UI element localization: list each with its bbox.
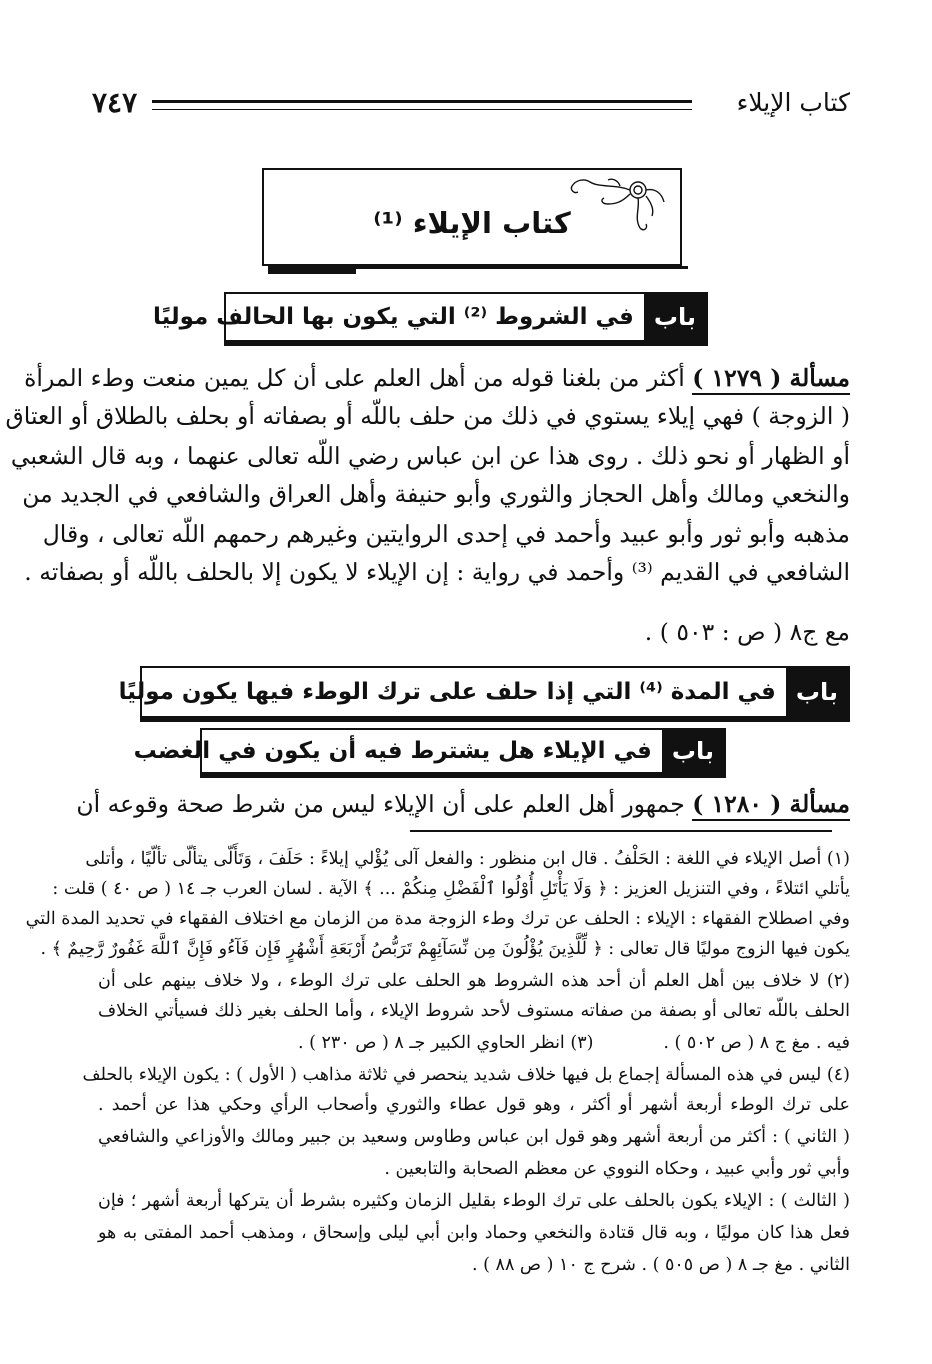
chapter-heading-conditions xyxy=(152,292,708,342)
footnote-line: (١) أصل الإيلاء في اللغة : الحَلْفُ . قال ابن منظور : والفعل آلى يُؤْلي إيلاءً : حَلَفَ ، وَتَأَلّى يتألّى تألّيًا ، وأتلى xyxy=(85,849,850,869)
bab-label: باب xyxy=(786,668,848,716)
footnote-line: ( الثاني ) : أكثر من أربعة أشهر وهو قول ابن عباس وطاوس وسعيد بن جبير ومالك والأوزاعي والشافعي xyxy=(98,1127,850,1147)
footnote-line: يأتلي ائتلاءً ، وفي التنزيل العزيز : ﴿ وَلَا يَأْتَلِ أُوْلُوا ٱلْفَضْلِ مِنكُمْ ... ﴾ الآية . لسان العرب جـ ١٤ ( ص ٤٠ ) قلت : xyxy=(52,879,850,899)
footnote-3: (٣) انظر الحاوي الكبير جـ ٨ ( ص ٢٣٠ ) . xyxy=(298,1033,594,1053)
paragraph-line: أو الظهار أو نحو ذلك . روى هذا عن ابن عباس رضي اللّه تعالى عنهما ، وبه قال الشعبي xyxy=(10,442,850,470)
header-rule xyxy=(152,100,692,110)
masala-number: مسألة ( ١٢٨٠ ) xyxy=(692,790,850,821)
heading-shadow xyxy=(224,342,708,346)
footnote-line: الثاني . مغ جـ ٨ ( ص ٥٠٥ ) . شرح ج ١٠ ( ص ٨٨ ) . xyxy=(472,1255,850,1275)
footnote-line: على ترك الوطء أربعة أشهر أو أكثر ، وهو قول عطاء والثوري وأصحاب الرأي وحكي هذا عن أحمد . xyxy=(98,1095,850,1115)
bab-label: باب xyxy=(644,294,706,340)
chapter-heading-duration xyxy=(118,666,850,718)
chapter-heading-text: في الشروط ⁽²⁾ التي يكون بها الحالف موليًا xyxy=(152,304,634,330)
page-number: ٧٤٧ xyxy=(92,86,138,119)
title-box-shadow xyxy=(268,266,356,274)
footnote-line xyxy=(98,1030,850,1056)
footnote-line: وفي اصطلاح الفقهاء : الإيلاء : الحلف عن ترك وطء الزوجة مدة من الزمان مع اختلاف الفقهاء في تحديد المدة التي xyxy=(25,909,850,929)
heading-shadow xyxy=(200,774,726,778)
chapter-heading-text: في المدة ⁽⁴⁾ التي إذا حلف على ترك الوطء فيها يكون موليًا xyxy=(118,679,776,705)
running-header-title: كتاب الإيلاء xyxy=(736,88,850,117)
book-title: كتاب الإيلاء ⁽¹⁾ xyxy=(373,206,571,240)
footnote-line: فعل هذا كان موليًا ، وبه قال قتادة والنخعي وحماد وابن أبي ليلى وإسحاق ، ومذهب أحمد المفتى به هو xyxy=(98,1223,850,1243)
footnote-line: (٤) ليس في هذه المسألة إجماع بل فيها خلاف شديد ينحصر في ثلاثة مذاهب ( الأول ) : يكون الإيلاء بالحلف xyxy=(82,1065,850,1085)
paragraph-line xyxy=(76,788,850,820)
heading-shadow xyxy=(140,718,850,722)
title-box-shadow-line xyxy=(356,266,688,269)
footnote-line: يكون فيها الزوج موليًا قال تعالى : ﴿ لِّلَّذِينَ يُؤْلُونَ مِن نِّسَآئِهِمْ تَرَبُّصُ أَرْبَعَةِ أَشْهُرٍ فَإِن فَآءُو فَإِنَّ ٱللَّهَ غَفُورٌ رَّحِيمٌ ﴾ . xyxy=(40,939,850,959)
footnote-2-ref: فيه . مغ ج ٨ ( ص ٥٠٢ ) . xyxy=(663,1033,850,1053)
paragraph-line: الشافعي في القديم ⁽³⁾ وأحمد في رواية : إن الإيلاء لا يكون إلا بالحلف باللّه أو بصفاته . xyxy=(24,558,850,586)
reference-line: مع ج٨ ( ص : ٥٠٣ ) . xyxy=(644,618,850,646)
chapter-heading-text: في الإيلاء هل يشترط فيه أن يكون في الغضب xyxy=(133,738,652,764)
paragraph-line: ( الزوجة ) فهي إيلاء يستوي في ذلك من حلف باللّه أو بصفاته أو بحلف بالطلاق أو العتاق xyxy=(5,402,850,430)
footnote-line: الحلف باللّه تعالى أو بصفة من صفاته مستوف لأحد شروط الإيلاء ، وأما الحلف بغير ذلك فسيأتي الخلاف xyxy=(98,1001,850,1021)
paragraph-line: والنخعي ومالك وأهل الحجاز والثوري وأبو حنيفة وأهل العراق والشافعي في الجديد من xyxy=(22,480,850,508)
footnote-line: ( الثالث ) : الإيلاء يكون بالحلف على ترك الوطء بقليل الزمان وكثيره بشرط أن يتركها أربعة أشهر ؛ فإن xyxy=(98,1191,850,1211)
paragraph-line: مذهبه وأبو ثور وأبو عبيد وأحمد في إحدى الروايتين وغيرهم رحمهم اللّه تعالى ، وقال xyxy=(42,520,850,548)
footnote-line: (٢) لا خلاف بين أهل العلم أن أحد هذه الشروط هو الحلف على ترك الوطء ، ولا خلاف بينهم على أن xyxy=(98,971,850,991)
masala-text: أكثر من بلغنا قوله من أهل العلم على أن كل يمين منعت وطء المرأة xyxy=(24,364,685,392)
chapter-heading-anger xyxy=(133,728,726,774)
bab-label: باب xyxy=(662,730,724,772)
book-title-box xyxy=(262,168,682,266)
masala-number: مسألة ( ١٢٧٩ ) xyxy=(692,364,850,395)
footnote-line: وأبي ثور وأبي عبيد ، وحكاه النووي عن معظم الصحابة والتابعين . xyxy=(384,1159,850,1179)
footnote-separator xyxy=(410,830,832,832)
paragraph-line xyxy=(24,362,850,394)
masala-text: جمهور أهل العلم على أن الإيلاء ليس من شرط صحة وقوعه أن xyxy=(76,790,685,818)
